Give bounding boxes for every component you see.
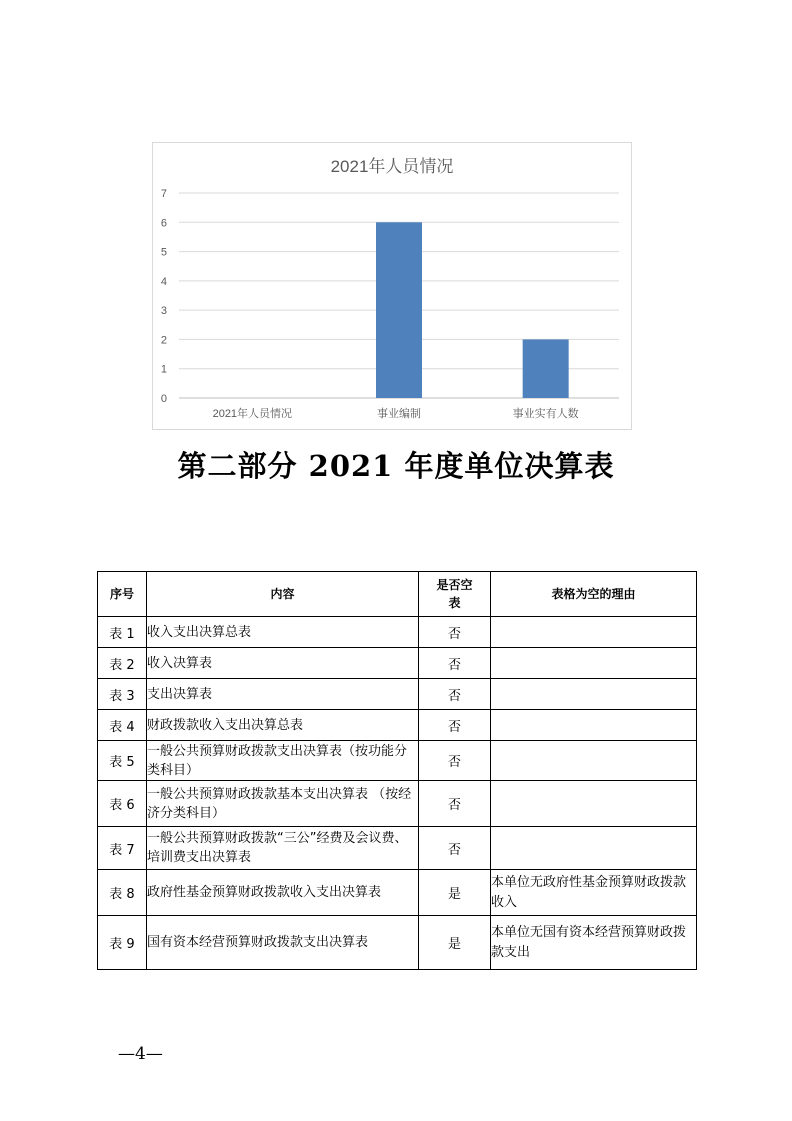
row-content: 国有资本经营预算财政拨款支出决算表 xyxy=(147,916,419,970)
row-content: 一般公共预算财政拨款基本支出决算表 （按经济分类科目） xyxy=(147,781,419,827)
row-is-empty: 是 xyxy=(419,916,491,970)
y-tick-label: 1 xyxy=(160,363,167,376)
row-empty-reason xyxy=(491,710,697,741)
table-row xyxy=(98,679,697,710)
row-empty-reason xyxy=(491,679,697,710)
page-number: —4— xyxy=(118,1044,163,1064)
header-reason: 表格为空的理由 xyxy=(491,572,697,617)
row-number: 表 5 xyxy=(98,741,147,781)
row-number: 表 2 xyxy=(98,648,147,679)
y-tick-label: 2 xyxy=(160,334,167,347)
section-title: 第二部分 2021 年度单位决算表 xyxy=(177,449,615,483)
row-empty-reason xyxy=(491,617,697,648)
row-empty-reason xyxy=(491,827,697,870)
row-is-empty: 否 xyxy=(419,617,491,648)
table-row xyxy=(98,827,697,870)
y-tick-label: 6 xyxy=(160,217,167,230)
table-header-row xyxy=(98,572,697,617)
row-is-empty: 是 xyxy=(419,870,491,916)
row-is-empty: 否 xyxy=(419,741,491,781)
row-number: 表 6 xyxy=(98,781,147,827)
bar-chart-svg xyxy=(153,143,631,429)
row-content: 一般公共预算财政拨款“三公”经费及会议费、培训费支出决算表 xyxy=(147,827,419,870)
staff-chart xyxy=(152,142,632,430)
y-tick-label: 7 xyxy=(160,188,167,200)
y-tick-label: 4 xyxy=(160,275,167,288)
chart-title: 2021年人员情况 xyxy=(330,157,454,176)
row-is-empty: 否 xyxy=(419,679,491,710)
header-content: 内容 xyxy=(147,572,419,617)
row-number: 表 8 xyxy=(98,870,147,916)
row-empty-reason xyxy=(491,781,697,827)
row-number: 表 3 xyxy=(98,679,147,710)
table-row xyxy=(98,710,697,741)
row-is-empty: 否 xyxy=(419,781,491,827)
table-row xyxy=(98,617,697,648)
header-no: 序号 xyxy=(98,572,147,617)
row-is-empty: 否 xyxy=(419,648,491,679)
header-empty: 是否空表 xyxy=(419,572,491,617)
row-is-empty: 否 xyxy=(419,710,491,741)
row-content: 收入决算表 xyxy=(147,648,419,679)
row-number: 表 4 xyxy=(98,710,147,741)
row-content: 一般公共预算财政拨款支出决算表（按功能分类科目） xyxy=(147,741,419,781)
row-content: 收入支出决算总表 xyxy=(147,617,419,648)
row-content: 政府性基金预算财政拨款收入支出决算表 xyxy=(147,870,419,916)
row-content: 支出决算表 xyxy=(147,679,419,710)
y-tick-label: 5 xyxy=(160,246,167,259)
row-number: 表 9 xyxy=(98,916,147,970)
y-tick-label: 0 xyxy=(160,393,167,405)
row-number: 表 7 xyxy=(98,827,147,870)
row-empty-reason: 本单位无国有资本经营预算财政拨款支出 xyxy=(491,916,697,970)
row-empty-reason: 本单位无政府性基金预算财政拨款收入 xyxy=(491,870,697,916)
row-content: 财政拨款收入支出决算总表 xyxy=(147,710,419,741)
y-tick-label: 3 xyxy=(160,305,167,318)
row-empty-reason xyxy=(491,648,697,679)
x-tick-label: 事业编制 xyxy=(377,408,421,420)
row-empty-reason xyxy=(491,741,697,781)
table-row xyxy=(98,741,697,781)
table-row xyxy=(98,781,697,827)
x-tick-label: 2021年人员情况 xyxy=(212,408,293,420)
table-row xyxy=(98,870,697,916)
table-row xyxy=(98,648,697,679)
row-is-empty: 否 xyxy=(419,827,491,870)
x-tick-label: 事业实有人数 xyxy=(512,408,579,420)
table-row xyxy=(98,916,697,970)
row-number: 表 1 xyxy=(98,617,147,648)
report-table-list xyxy=(97,571,697,970)
bar xyxy=(523,339,569,398)
bar xyxy=(376,222,422,398)
